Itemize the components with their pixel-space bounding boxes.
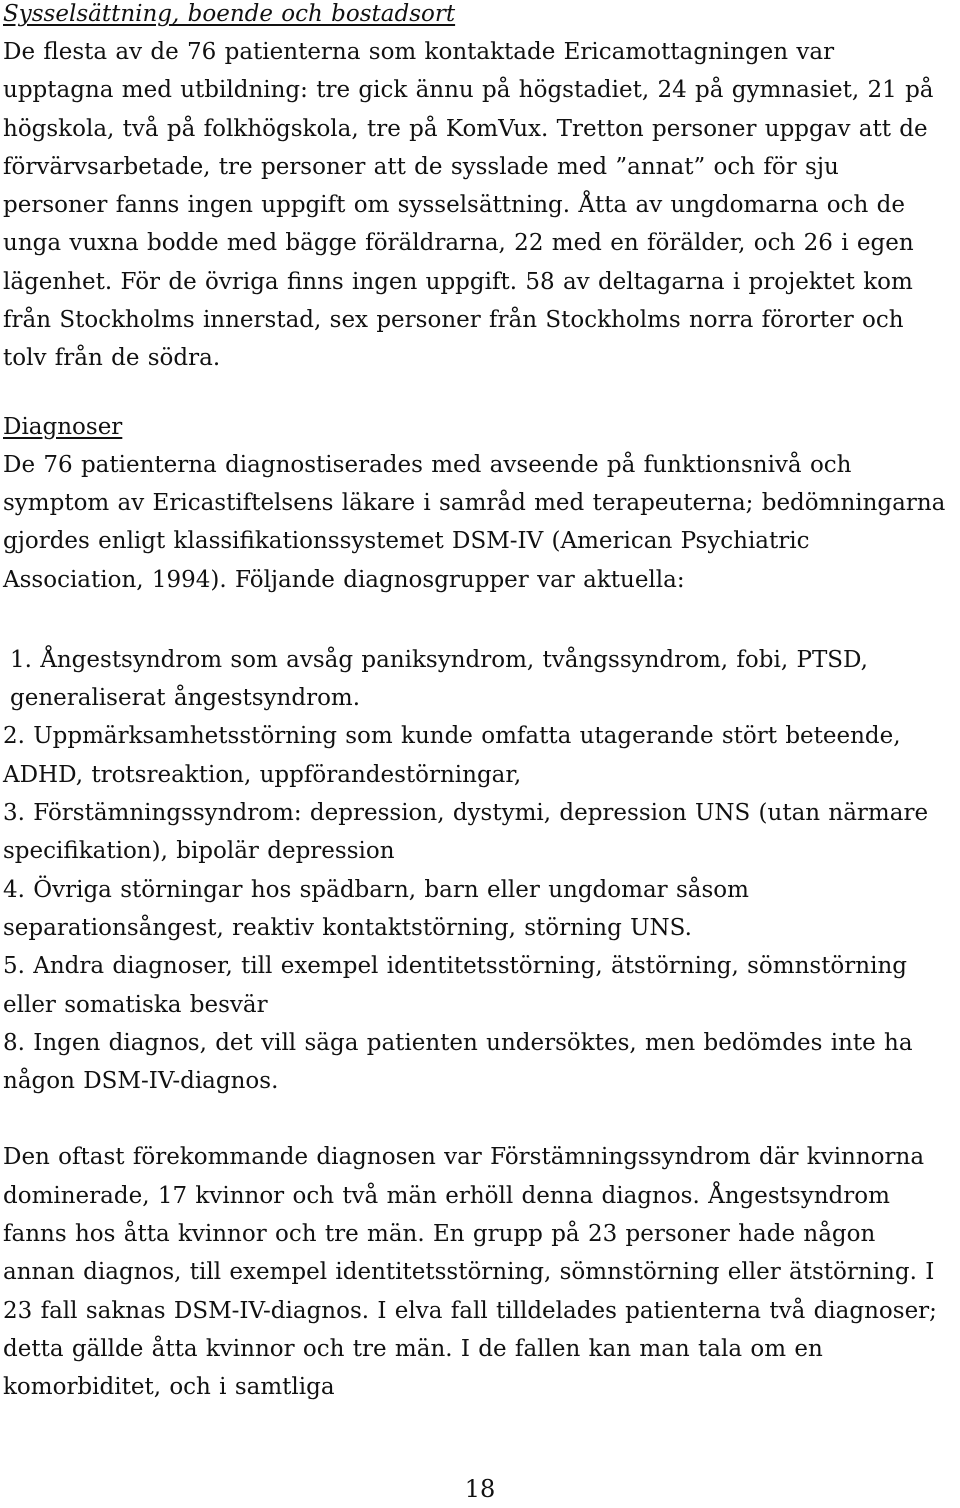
- paragraph-diagnoses-results: Den oftast förekommande diagnosen var Förstämningssyndrom där kvinnorna dominerade, 17 kvinnor och två män erhöll denna diagnos. Ångestsyndrom fanns hos åtta kvinnor och tre män. En grupp på 23 personer hade någon annan diagnos, till exempel identitetsstörning, sömnstörning eller ätstörning. I 23 fall saknas DSM-IV-diagnos. I elva fall tilldelades patienterna två diagnoser; detta gällde åtta kvinnor och tre män. I de fallen kan man tala om en komorbiditet, och i samtliga: [3, 1144, 937, 1401]
- list-item: 3. Förstämningssyndrom: depression, dystymi, depression UNS (utan närmare specifikation), bipolär depression: [3, 800, 929, 865]
- list-item: 2. Uppmärksamhetsstörning som kunde omfatta utagerande stört beteende, ADHD, trotsreaktion, uppförandestörningar,: [3, 723, 901, 788]
- list-item: 4. Övriga störningar hos spädbarn, barn eller ungdomar såsom separationsångest, reaktiv kontaktstörning, störning UNS.: [3, 876, 749, 941]
- spacer: [3, 1100, 946, 1138]
- paragraph-diagnoses-intro: De 76 patienterna diagnostiserades med avseende på funktionsnivå och symptom av Ericastiftelsens läkare i samråd med terapeuterna; bedömningarna gjordes enligt klassifikationssystemet DSM-IV (American Psychiatric Association, 1994). Följande diagnosgrupper var aktuella:: [3, 451, 946, 593]
- diagnosis-list: [3, 641, 946, 1101]
- spacer: [3, 378, 946, 408]
- list-item: 1. Ångestsyndrom som avsåg paniksyndrom, tvångssyndrom, fobi, PTSD, generaliserat ångestsyndrom.: [10, 646, 868, 712]
- list-item: 8. Ingen diagnos, det vill säga patienten undersöktes, men bedömdes inte ha någon DSM-IV-diagnos.: [3, 1029, 913, 1095]
- paragraph-employment: De flesta av de 76 patienterna som kontaktade Ericamottagningen var upptagna med utbildning: tre gick ännu på högstadiet, 24 på gymnasiet, 21 på högskola, två på folkhögskola, tre på KomVux. Tretton personer uppgav att de förvärvsarbetade, tre personer att de sysslade med ”annat” och för sju personer fanns ingen uppgift om sysselsättning. Åtta av ungdomarna och de unga vuxna bodde med bägge föräldrarna, 22 med en förälder, och 26 i egen lägenhet. För de övriga finns ingen uppgift. 58 av deltagarna i projektet kom från Stockholms innerstad, sex personer från Stockholms norra förorter och tolv från de södra.: [3, 39, 934, 372]
- spacer: [3, 599, 946, 641]
- section-heading-employment: Sysselsättning, boende och bostadsort: [3, 1, 456, 27]
- page-number: 18: [464, 1475, 496, 1503]
- section-heading-diagnoses: Diagnoser: [3, 413, 123, 440]
- list-item: 5. Andra diagnoser, till exempel identitetsstörning, ätstörning, sömnstörning eller somatiska besvär: [3, 953, 907, 1018]
